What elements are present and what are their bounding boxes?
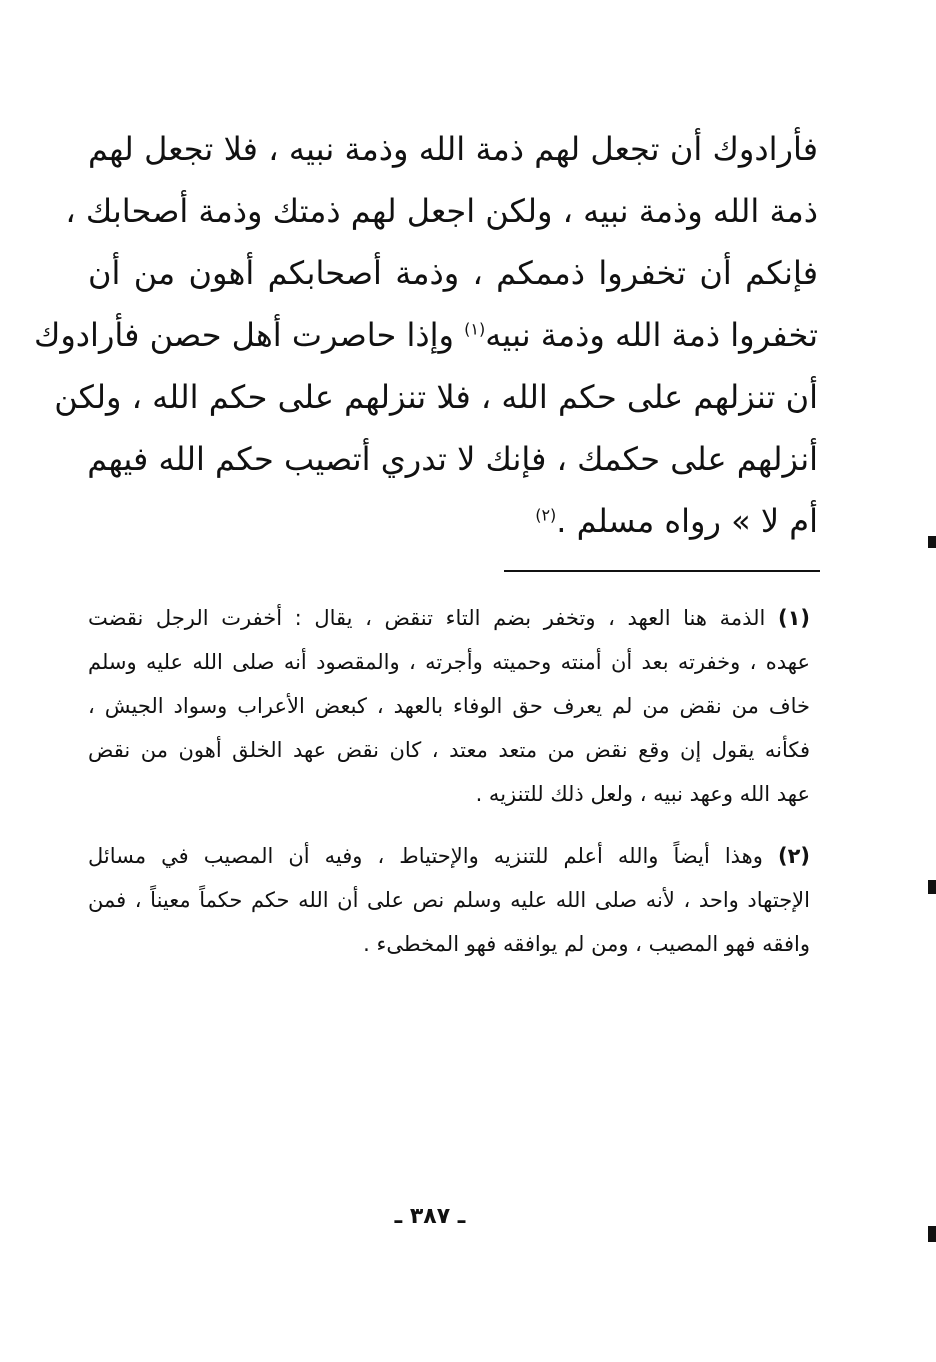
footnote-1-line-1-text: الذمة هنا العهد ، وتخفر بضم التاء تنقض ، يقال : أخفرت الرجل نقضت (88, 606, 778, 630)
footnote-2-number: (٢) (777, 844, 810, 868)
main-line-2: ذمة الله وذمة نبيه ، ولكن اجعل لهم ذمتك وذمة أصحابك ، (65, 192, 818, 230)
scan-edge-mark-top (928, 536, 936, 548)
footnote-1-line-3: خاف من نقض من لم يعرف حق الوفاء بالعهد ، كبعض الأعراب وسواد الجيش ، (88, 694, 810, 718)
footnote-1-line-2: عهده ، وخفرته بعد أن أمنته وحميته وأجرته ، والمقصود أنه صلى الله عليه وسلم (88, 650, 810, 674)
footnote-2-line-3: وافقه فهو المصيب ، ومن لم يوافقه فهو المخطىء . (363, 932, 810, 956)
scan-edge-mark-middle (928, 880, 936, 894)
page-number: ـ ٣٨٧ ـ (394, 1204, 466, 1229)
footnote-2-line-2: الإجتهاد واحد ، لأنه صلى الله عليه وسلم نص على أن الله حكم حكماً معيناً ، فمن (88, 888, 810, 912)
footnote-2-line-1-text: وهذا أيضاً والله أعلم للتنزيه والإحتياط ، وفيه أن المصيب في مسائل (88, 844, 778, 868)
main-line-3: فإنكم أن تخفروا ذممكم ، وذمة أصحابكم أهون من أن (88, 254, 818, 292)
footnote-1-line-5: عهد الله وعهد نبيه ، ولعل ذلك للتنزيه . (475, 782, 810, 806)
footnote-separator (504, 570, 820, 572)
footnote-1-number: (١) (777, 606, 810, 630)
main-line-4-start: تخفروا ذمة الله وذمة نبيه (485, 316, 818, 354)
main-line-4 (33, 304, 818, 366)
footnote-ref-1: (١) (464, 319, 486, 339)
main-text (33, 118, 818, 552)
main-line-1: فأرادوك أن تجعل لهم ذمة الله وذمة نبيه ، فلا تجعل لهم (88, 130, 818, 168)
footnote-2-line-1 (88, 834, 810, 878)
footnote-1-line-4: فكأنه يقول إن وقع نقض من متعد معتد ، كان نقض عهد الخلق أهون من نقض (88, 738, 810, 762)
main-line-6: أنزلهم على حكمك ، فإنك لا تدري أتصيب حكم الله فيهم (87, 440, 818, 478)
footnote-1-line-1 (88, 596, 810, 640)
main-line-5: أن تنزلهم على حكم الله ، فلا تنزلهم على حكم الله ، ولكن (54, 378, 818, 416)
footnote-ref-2: (٢) (535, 505, 557, 525)
footnote-1 (88, 596, 810, 816)
main-line-7 (88, 490, 818, 552)
main-line-7-text: أم لا » رواه مسلم . (556, 502, 818, 540)
main-line-4-end: وإذا حاصرت أهل حصن فأرادوك (33, 316, 465, 354)
footnote-2 (88, 834, 810, 966)
scan-edge-mark-bottom (928, 1226, 936, 1242)
footnotes (88, 596, 810, 984)
